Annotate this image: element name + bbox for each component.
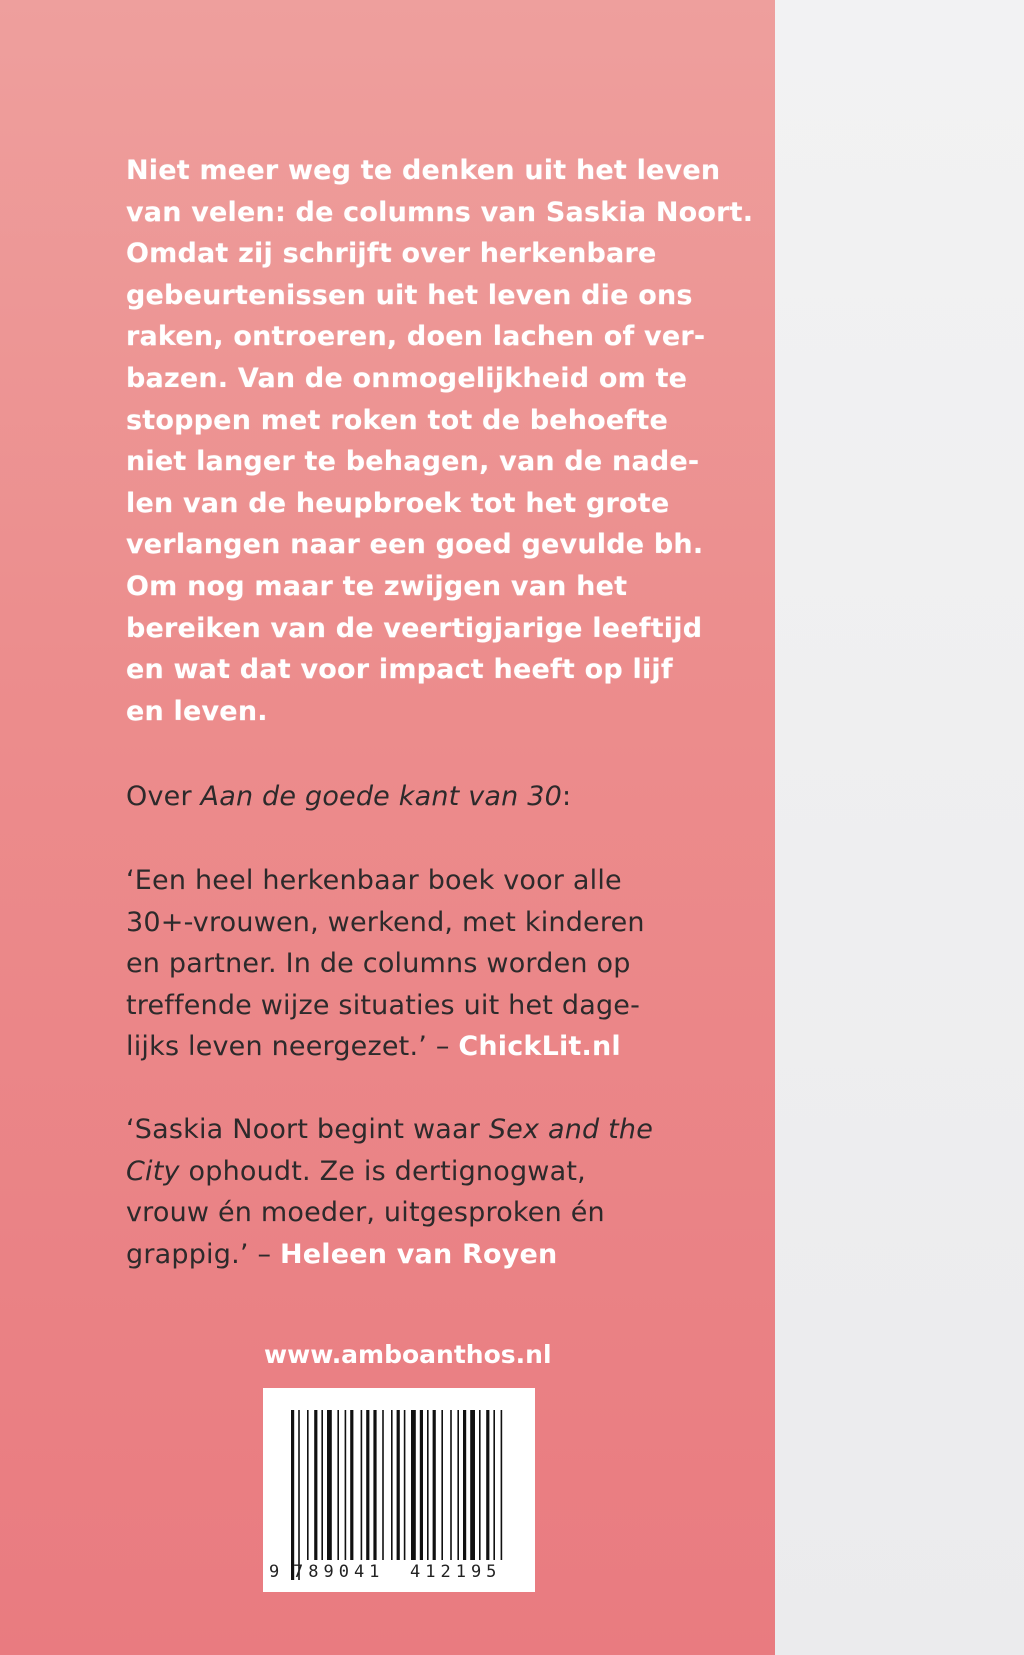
barcode-bar [411, 1410, 416, 1560]
quote-text: lijks leven neergezet.’ – [126, 1031, 459, 1063]
blurb-line: van velen: de columns van Saskia Noort. [126, 196, 754, 228]
barcode-bar [321, 1410, 323, 1560]
barcode-bar [457, 1410, 459, 1560]
blurb-line: bereiken van de veertigjarige leeftijd [126, 612, 703, 644]
review-quote-2 [126, 1109, 686, 1275]
barcode-leading-digit: 9 [269, 1562, 280, 1582]
barcode-number [269, 1562, 531, 1586]
quote-text: grappig.’ – [126, 1238, 280, 1270]
barcode-bar [361, 1410, 363, 1560]
barcode-bar [298, 1410, 300, 1580]
blurb-line: len van de heupbroek tot het grote [126, 487, 670, 519]
barcode-bar [486, 1410, 489, 1560]
barcode-bar [420, 1410, 423, 1560]
quote-line: treffende wijze situaties uit het dage- [126, 989, 641, 1021]
barcode-bar [470, 1410, 475, 1560]
blurb-line: verlangen naar een goed gevulde bh. [126, 529, 704, 561]
barcode-bar [463, 1410, 466, 1560]
blurb-line: bazen. Van de onmogelijkheid om te [126, 362, 688, 394]
barcode-bar [441, 1410, 443, 1560]
review-heading [126, 776, 686, 818]
quote-line: en partner. In de columns worden op [126, 948, 631, 980]
publisher-website[interactable]: www.amboanthos.nl [264, 1340, 552, 1369]
book-title: Aan de goede kant van 30 [200, 781, 563, 812]
barcode-bar [479, 1410, 481, 1560]
blurb-line: en wat dat voor impact heeft op lijf [126, 654, 673, 686]
quote-source: Heleen van Royen [279, 1238, 558, 1270]
barcode-bar [501, 1410, 503, 1560]
barcode-bar [345, 1410, 347, 1560]
barcode-bar [373, 1410, 376, 1560]
barcode-bar [350, 1410, 353, 1560]
quote-line: ‘Een heel herkenbaar boek voor alle [126, 865, 622, 896]
quote-text: ophoudt. Ze is dertignogwat, [179, 1155, 586, 1187]
blurb-line: Omdat zij schrijft over herkenbare [126, 238, 657, 270]
barcode [263, 1388, 535, 1592]
barcode-bar [291, 1410, 294, 1580]
barcode-bar [337, 1410, 339, 1560]
quote-title-italic: City [126, 1155, 180, 1187]
barcode-right-group: 412195 [410, 1562, 502, 1582]
quote-title-italic: Sex and the [488, 1114, 654, 1145]
blurb-line: Niet meer weg te denken uit het leven [126, 155, 721, 186]
review-heading-prefix: Over [126, 781, 201, 812]
quote-line: 30+-vrouwen, werkend, met kinderen [126, 906, 645, 938]
barcode-bar [427, 1410, 429, 1560]
blurb-line: gebeurtenissen uit het leven die ons [126, 279, 693, 311]
barcode-bar [397, 1410, 400, 1560]
quote-line [126, 1109, 686, 1151]
barcode-bar [366, 1410, 369, 1560]
barcode-bar [382, 1410, 384, 1560]
blurb-line: Om nog maar te zwijgen van het [126, 570, 628, 602]
quote-text: ‘Saskia Noort begint waar [126, 1114, 489, 1145]
barcode-bar [493, 1410, 495, 1560]
review-quote-1 [126, 860, 686, 1068]
barcode-bar [391, 1410, 393, 1560]
quote-line: vrouw én moeder, uitgesproken én [126, 1197, 605, 1229]
blurb-line: stoppen met roken tot de behoefte [126, 404, 668, 436]
quote-line-last [126, 1234, 686, 1276]
blurb-line: en leven. [126, 695, 268, 727]
blurb-text [126, 150, 754, 732]
blurb-line: raken, ontroeren, doen lachen of ver- [126, 321, 706, 353]
right-background [775, 0, 1024, 1655]
barcode-bar [433, 1410, 436, 1560]
quote-line [126, 1151, 686, 1193]
barcode-bar [327, 1410, 332, 1560]
quote-line-last [126, 1026, 686, 1068]
barcode-bar [450, 1410, 452, 1560]
barcode-bar [307, 1410, 309, 1560]
barcode-bar [314, 1410, 317, 1560]
quote-source: ChickLit.nl [458, 1031, 621, 1063]
barcode-bar [404, 1410, 406, 1560]
barcode-left-group: 789041 [293, 1562, 385, 1582]
blurb-line: niet langer te behagen, van de nade- [126, 446, 700, 478]
review-heading-suffix: : [562, 781, 572, 812]
